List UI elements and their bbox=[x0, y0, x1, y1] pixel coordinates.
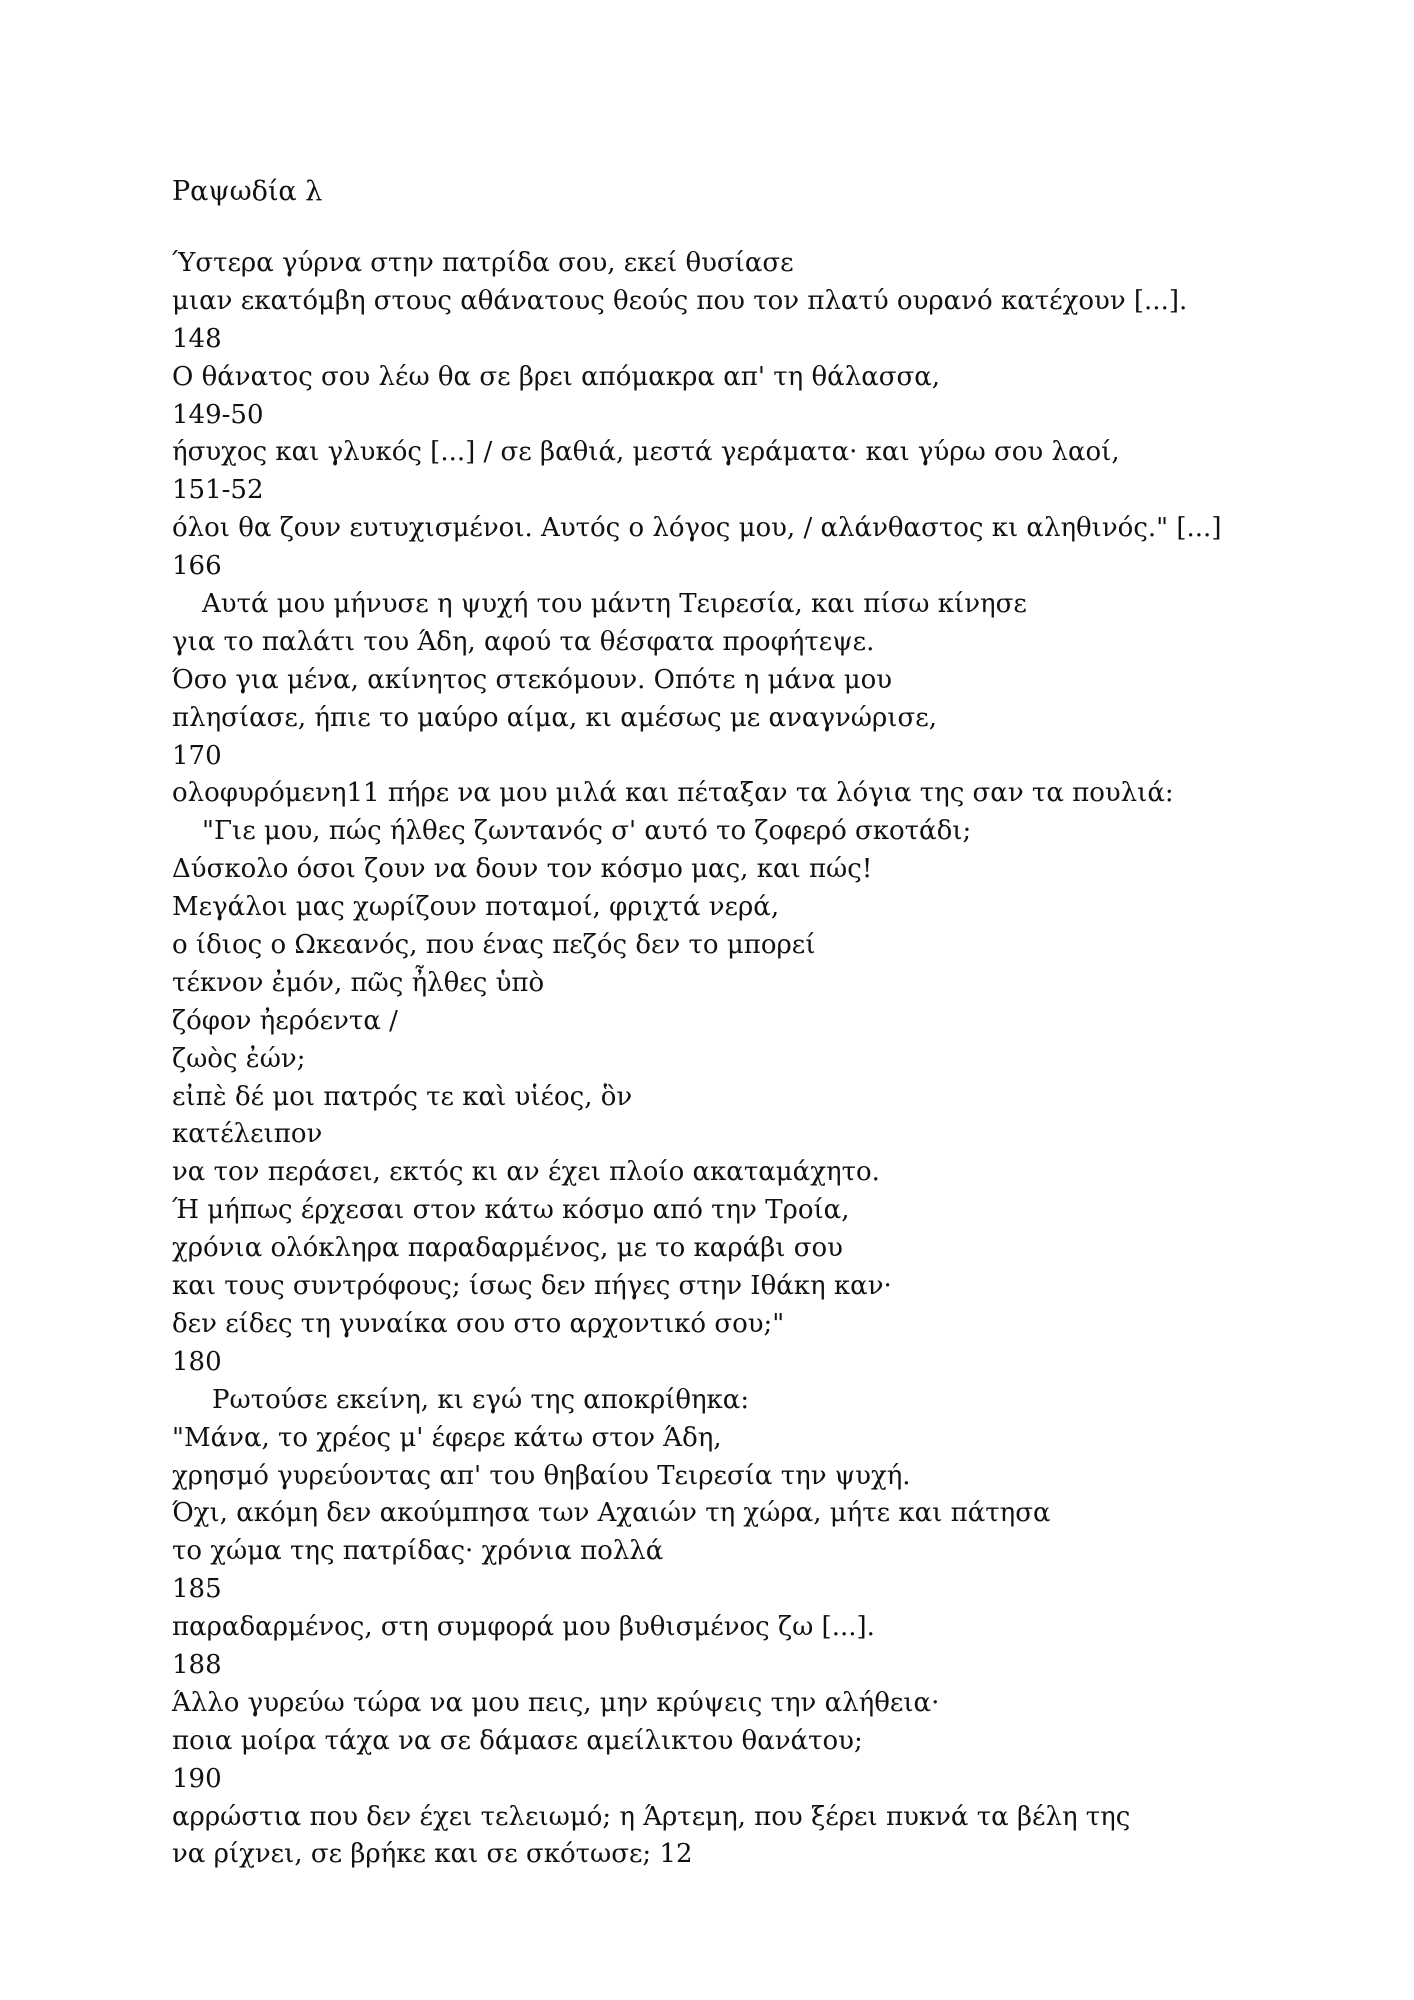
text-line: να ρίχνει, σε βρήκε και σε σκότωσε; 12 bbox=[172, 1839, 693, 1870]
text-line: πλησίασε, ήπιε το μαύρο αίμα, κι αμέσως με αναγνώρισε, bbox=[172, 702, 937, 733]
text-line: ποια μοίρα τάχα να σε δάμασε αμείλικτου θανάτου; bbox=[172, 1725, 863, 1756]
text-line: Αυτά μου μήνυσε η ψυχή του μάντη Τειρεσία, και πίσω κίνησε bbox=[202, 589, 1027, 620]
text-line: αρρώστια που δεν έχει τελειωμό; η Άρτεμη, που ξέρει πυκνά τα βέλη της bbox=[172, 1801, 1131, 1832]
text-line: Ή μήπως έρχεσαι στον κάτω κόσμο από την Τροία, bbox=[172, 1195, 850, 1226]
line-number: 149-50 bbox=[172, 399, 264, 430]
text-line: Ο θάνατος σου λέω θα σε βρει απόμακρα απ' τη θάλασσα, bbox=[172, 361, 941, 392]
text-line: Άλλο γυρεύω τώρα να μου πεις, μην κρύψεις την αλήθεια· bbox=[172, 1687, 940, 1718]
line-number: 190 bbox=[172, 1763, 222, 1794]
text-line: Όχι, ακόμη δεν ακούμπησα των Αχαιών τη χώρα, μήτε και πάτησα bbox=[172, 1498, 1051, 1529]
text-line: όλοι θα ζουν ευτυχισμένοι. Αυτός ο λόγος μου, / αλάνθαστος κι αληθινός." [...] bbox=[172, 513, 1222, 544]
text-line: ολοφυρόμενη11 πήρε να μου μιλά και πέταξαν τα λόγια της σαν τα πουλιά: bbox=[172, 778, 1174, 809]
line-number: 180 bbox=[172, 1346, 222, 1377]
text-line: εἰπὲ δέ μοι πατρός τε καὶ υἱέος, ὃν bbox=[172, 1081, 633, 1112]
line-number: 148 bbox=[172, 323, 222, 354]
text-line: να τον περάσει, εκτός κι αν έχει πλοίο ακαταμάχητο. bbox=[172, 1157, 880, 1188]
text-line: ζόφον ἠερόεντα / bbox=[172, 1005, 398, 1036]
text-line: "Γιε μου, πώς ήλθες ζωντανός σ' αυτό το ζοφερό σκοτάδι; bbox=[202, 816, 972, 847]
line-number: 151-52 bbox=[172, 475, 264, 506]
text-line: χρησμό γυρεύοντας απ' του θηβαίου Τειρεσία την ψυχή. bbox=[172, 1460, 911, 1491]
text-line: Ρωτούσε εκείνη, κι εγώ της αποκρίθηκα: bbox=[212, 1384, 750, 1415]
text-line: για το παλάτι του Άδη, αφού τα θέσφατα προφήτεψε. bbox=[172, 626, 875, 657]
text-line: μιαν εκατόμβη στους αθάνατους θεούς που τον πλατύ ουρανό κατέχουν [...]. bbox=[172, 285, 1188, 316]
text-line: το χώμα της πατρίδας· χρόνια πολλά bbox=[172, 1536, 664, 1567]
text-line: και τους συντρόφους; ίσως δεν πήγες στην Ιθάκη καν· bbox=[172, 1271, 892, 1302]
text-line: Δύσκολο όσοι ζουν να δουν τον κόσμο μας, και πώς! bbox=[172, 854, 873, 885]
text-line: δεν είδες τη γυναίκα σου στο αρχοντικό σου;" bbox=[172, 1308, 785, 1339]
text-line: κατέλειπον bbox=[172, 1119, 323, 1150]
text-line: Μεγάλοι μας χωρίζουν ποταμοί, φριχτά νερά, bbox=[172, 892, 780, 923]
line-number: 185 bbox=[172, 1574, 222, 1605]
line-number: 166 bbox=[172, 551, 222, 582]
text-line: "Μάνα, το χρέος μ' έφερε κάτω στον Άδη, bbox=[172, 1422, 722, 1453]
text-line: Όσο για μένα, ακίνητος στεκόμουν. Οπότε η μάνα μου bbox=[172, 664, 893, 695]
text-line: Ύστερα γύρνα στην πατρίδα σου, εκεί θυσίασε bbox=[172, 248, 794, 278]
text-line: ήσυχος και γλυκός [...] / σε βαθιά, μεστά γεράματα· και γύρω σου λαοί, bbox=[172, 437, 1120, 468]
text-line: ο ίδιος ο Ωκεανός, που ένας πεζός δεν το μπορεί bbox=[172, 930, 816, 961]
text-line: χρόνια ολόκληρα παραδαρμένος, με το καράβι σου bbox=[172, 1233, 843, 1264]
poem-text bbox=[172, 245, 1322, 1874]
text-line: ζωὸς ἐών; bbox=[172, 1043, 306, 1074]
text-line: τέκνον ἐμόν, πῶς ἦλθες ὑπὸ bbox=[172, 967, 545, 998]
line-number: 188 bbox=[172, 1649, 222, 1680]
text-line: παραδαρμένος, στη συμφορά μου βυθισμένος ζω [...]. bbox=[172, 1612, 875, 1643]
section-title: Ραψωδία λ bbox=[172, 176, 323, 207]
line-number: 170 bbox=[172, 740, 222, 771]
